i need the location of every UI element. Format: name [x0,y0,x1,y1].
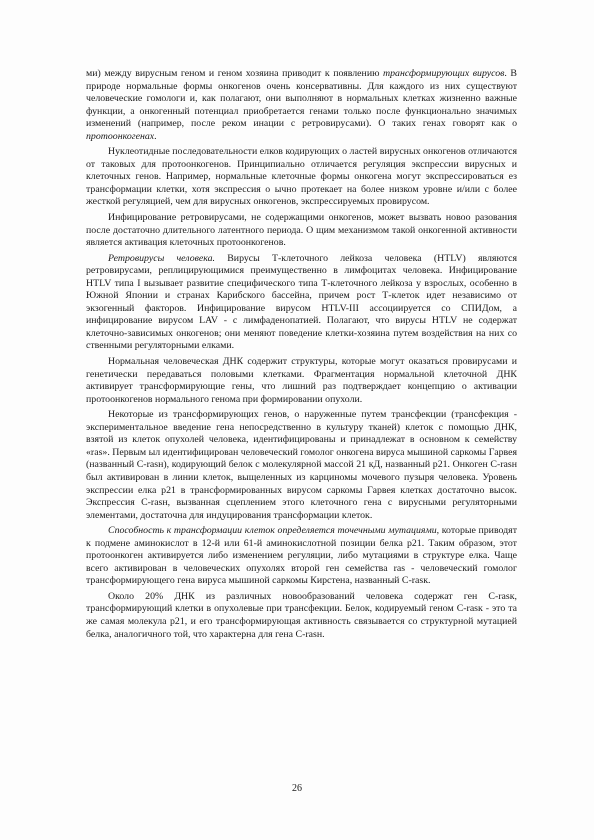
text-run: которые приводят к подмене аминокислот в 12-й или 61-й аминокислотной позиции белка р21. Таким образом, этот протоонкоген активируется либо изменением регуляции, либо мутациями в структуре елка. Чаще всего активирован в человеческих опухолях второй ген семейства ras - человеческий гомолог трансформирующего гена вируса мышиной саркомы Кирстена, названный C-rasк. [86,525,517,587]
text-run: Некоторые из трансформирующих генов, о наруженные путем трансфекции (трансфекция - экспериментальное введение гена непосредственно в культуру тканей) клеток с помощью ДНК, взятой из клеток опухолей человека, идентифицированы и принадлежат в основном к семейству «ras». Первым ыл идентифицирован человеческий гомолог онкогена вируса мышиной саркомы Гарвея (названный C-rasн), кодирующий белок с молекулярной массой 21 кД, названный р21. Онкоген C-rasн был активирован в линии клеток, выщеленных из карциномы мочевого пузыря человека. Уровень экспрессии елка р21 в трансформированных вирусом саркомы Гарвея клетках достаточно высок. Экспрессия C-rasн, вызванная сцеплением этого клеточного гена с вирусными регуляторными элементами, достаточна для индуцирования трансформации клеток. [86,409,517,521]
page-number: 26 [292,783,302,794]
paragraph [86,591,517,641]
text-run: ми) между вирусным геном и геном хозяина приводит к появлению [86,68,383,79]
paragraph [86,525,517,588]
paragraph [86,146,517,209]
paragraph [86,212,517,250]
body-text [86,68,517,644]
paragraph [86,356,517,406]
text-run: Инфицирование ретровирусами, не содержащими онкогенов, может вызвать новоо разования после достаточно длительного латентного периода. О щим механизмом такой онкогенной активности является активация клеточных протоонкогенов. [86,212,517,249]
text-run: Около 20% ДНК из различных новообразований человека содержат ген C-rasк, трансформирующий клетки в опухолевые при трансфекции. Белок, кодируемый геном C-rasк - это та же самая молекула р21, и его трансформирующая активность связывается со структурной мутацией белка, аналогичного той, что характерна для гена C-rasн. [86,590,517,640]
italic-text: трансформирующих вирусов [383,68,505,79]
paragraph [86,409,517,522]
text-run: Вирусы Т-клеточного лейкоза человека (HTLV) являются ретровирусами, реплицирующимися преимущественно в лимфоцитах человека. Инфицирование HTLV типа I вызывает развитие специфического типа Т-клеточного лейкоза у взрослых, особенно в Южной Японии и странах Карибского бассейна, причем рост Т-клеток идет независимо от экзогенный факторов. Инфицирование вирусом HTLV-III ассоциируется со СПИДом, а инфицирование вирусом LAV - с лимфаденопатией. Полагают, что вирусы HTLV не содержат клеточно-зависимых онкогенов; они меняют поведение клетки-хозяина путем воздействия на них со ственными регуляторными елками. [86,252,517,352]
paragraph [86,68,517,143]
italic-text: протоонкогенах [86,130,155,142]
italic-text: Ретровирусы человека. [108,252,216,264]
paragraph [86,253,517,353]
italic-text: Способность к трансформации клеток определяется точечными мутациями, [108,525,440,537]
text-run: . [154,130,157,142]
text-run: Нуклеотидные последовательности елков кодирующих о ластей вирусных онкогенов отличаются от таковых для протоонкогенов. Принципиально отличается регуляция экспрессии вирусных и клеточных генов. Например, нормальные клеточные формы онкогена могут экспрессироваться ез трансформации клетки, хотя экспрессия о ычно протекает на более низком уровне и/или с более жесткой регуляцией, чем для вирусных онкогенов, экспрессируемых провирусом. [86,146,517,208]
text-run: . В природе нормальные формы онкогенов очень консервативны. Для каждого из них существуют человеческие гомологи и, как полагают, они выполняют в нормальных клетках жизненно важные функции, а онкогенный потенциал приобретается генами только после функционально значимых изменений (например, после реком инации с ретровирусами). О таких генах говорят как о [86,68,517,130]
text-run: Нормальная человеческая ДНК содержит структуры, которые могут оказаться провирусами и генетически передаваться половыми клетками. Фрагментация нормальной клеточной ДНК активирует трансформирующие гены, что лишний раз подтверждает концепцию о активации протоонкогенов нормального генома при формировании опухоли. [86,356,517,405]
